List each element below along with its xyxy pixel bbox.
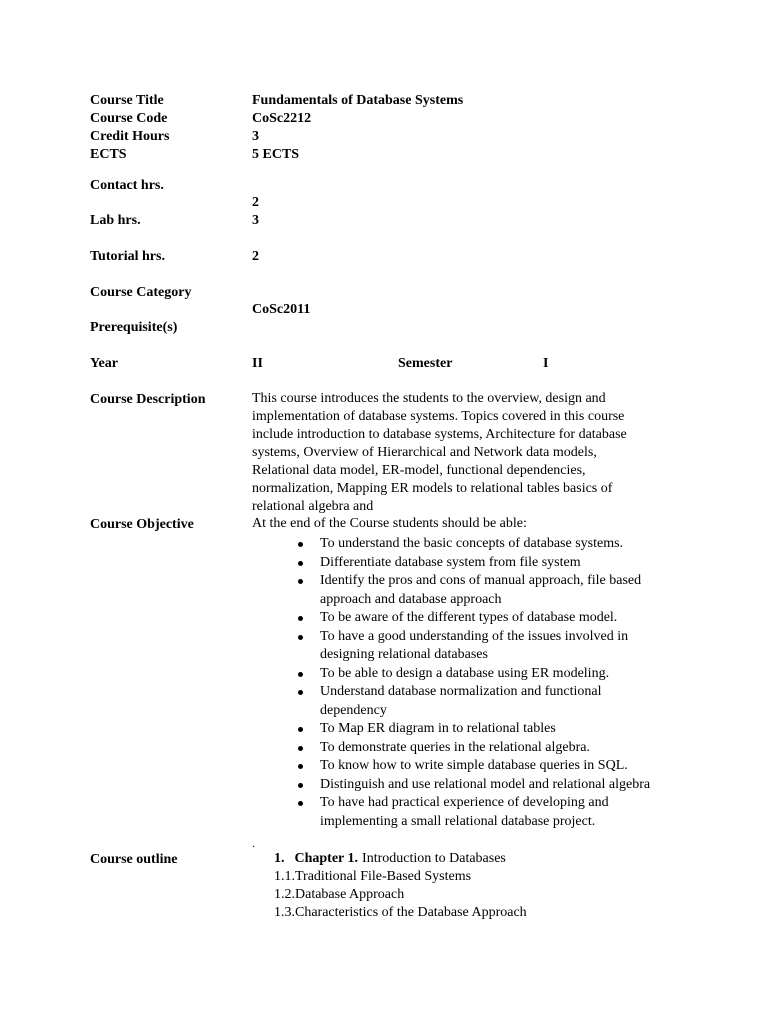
- bullet-icon: [298, 727, 303, 732]
- objective-item: [298, 628, 698, 665]
- outline-section: 1.3.Characteristics of the Database Approach: [274, 905, 527, 920]
- objective-line: To be aware of the different types of database model.: [320, 610, 618, 625]
- objective-line: dependency: [320, 702, 387, 718]
- objective-item: [298, 683, 698, 720]
- objective-item: [298, 776, 698, 795]
- objective-item: [298, 535, 698, 554]
- lab-hours-value: 3: [252, 213, 259, 228]
- course-category-label: Course Category: [90, 285, 192, 300]
- chapter-label: Chapter 1.: [294, 851, 359, 866]
- course-description-label: Course Description: [90, 392, 206, 407]
- description-line: relational algebra and: [252, 499, 374, 514]
- contact-hours-label: Contact hrs.: [90, 178, 164, 193]
- objective-line: Understand database normalization and functional: [320, 684, 602, 699]
- course-description-text: [252, 390, 672, 516]
- objective-line: implementing a small relational database project.: [320, 813, 596, 829]
- objective-line: To be able to design a database using ER modeling.: [320, 665, 610, 681]
- credit-hours-label: Credit Hours: [90, 129, 170, 144]
- description-line: This course introduces the students to the overview, design and: [252, 391, 606, 406]
- objective-line: designing relational databases: [320, 647, 488, 662]
- objective-line: To Map ER diagram in to relational tables: [320, 721, 556, 736]
- objective-line: To know how to write simple database queries in SQL.: [320, 758, 628, 773]
- course-objective-label: Course Objective: [90, 517, 194, 532]
- bullet-icon: [298, 783, 303, 788]
- contact-hours-value: 2: [252, 195, 259, 210]
- description-line: implementation of database systems. Topics covered in this course: [252, 409, 625, 424]
- ects-label: ECTS: [90, 147, 127, 162]
- objective-line: approach and database approach: [320, 591, 502, 607]
- bullet-icon: [298, 690, 303, 695]
- bullet-icon: [298, 542, 303, 547]
- outline-section: 1.2.Database Approach: [274, 887, 405, 902]
- description-line: include introduction to database systems, Architecture for database: [252, 427, 627, 442]
- bullet-icon: [298, 672, 303, 677]
- objective-intro: At the end of the Course students should be able:: [252, 516, 527, 531]
- course-code-label: Course Code: [90, 111, 168, 126]
- objective-line: To have a good understanding of the issues involved in: [320, 628, 629, 644]
- bullet-icon: [298, 635, 303, 640]
- objective-item: [298, 665, 698, 684]
- bullet-icon: [298, 616, 303, 621]
- semester-value: I: [543, 356, 549, 371]
- tutorial-hours-label: Tutorial hrs.: [90, 249, 165, 264]
- description-line: Relational data model, ER-model, functional dependencies,: [252, 463, 586, 478]
- chapter-number: 1.: [274, 851, 285, 866]
- description-line: systems, Overview of Hierarchical and Network data models,: [252, 445, 597, 460]
- ects-value: 5 ECTS: [252, 147, 300, 162]
- trailing-mark: .: [252, 836, 255, 850]
- objective-list: [298, 535, 698, 831]
- course-title-value: Fundamentals of Database Systems: [252, 93, 464, 108]
- prerequisites-label: Prerequisite(s): [90, 320, 178, 335]
- objective-item: [298, 720, 698, 739]
- credit-hours-value: 3: [252, 129, 259, 144]
- year-label: Year: [90, 356, 118, 371]
- bullet-icon: [298, 561, 303, 566]
- objective-item: [298, 572, 698, 609]
- lab-hours-label: Lab hrs.: [90, 213, 141, 228]
- objective-item: [298, 609, 698, 628]
- objective-line: To demonstrate queries in the relational algebra.: [320, 739, 590, 755]
- objective-line: Identify the pros and cons of manual approach, file based: [320, 573, 642, 588]
- objective-item: [298, 739, 698, 758]
- tutorial-hours-value: 2: [252, 249, 259, 264]
- objective-item: [298, 794, 698, 831]
- objective-line: Distinguish and use relational model and relational algebra: [320, 776, 651, 792]
- bullet-icon: [298, 801, 303, 806]
- objective-line: To have had practical experience of developing and: [320, 795, 609, 810]
- objective-item: [298, 554, 698, 573]
- course-title-label: Course Title: [90, 93, 164, 108]
- objective-item: [298, 757, 698, 776]
- objective-line: To understand the basic concepts of database systems.: [320, 536, 624, 551]
- course-outline-label: Course outline: [90, 852, 178, 867]
- bullet-icon: [298, 579, 303, 584]
- description-line: normalization, Mapping ER models to relational tables basics of: [252, 481, 613, 496]
- bullet-icon: [298, 764, 303, 769]
- course-code-value: CoSc2212: [252, 111, 312, 126]
- outline-section: 1.1.Traditional File-Based Systems: [274, 869, 472, 884]
- course-category-value: CoSc2011: [252, 302, 311, 317]
- objective-line: Differentiate database system from file system: [320, 554, 581, 570]
- semester-label: Semester: [398, 356, 453, 371]
- chapter-heading: [274, 851, 506, 867]
- bullet-icon: [298, 746, 303, 751]
- chapter-title: Introduction to Databases: [362, 851, 506, 866]
- year-value: II: [252, 356, 263, 371]
